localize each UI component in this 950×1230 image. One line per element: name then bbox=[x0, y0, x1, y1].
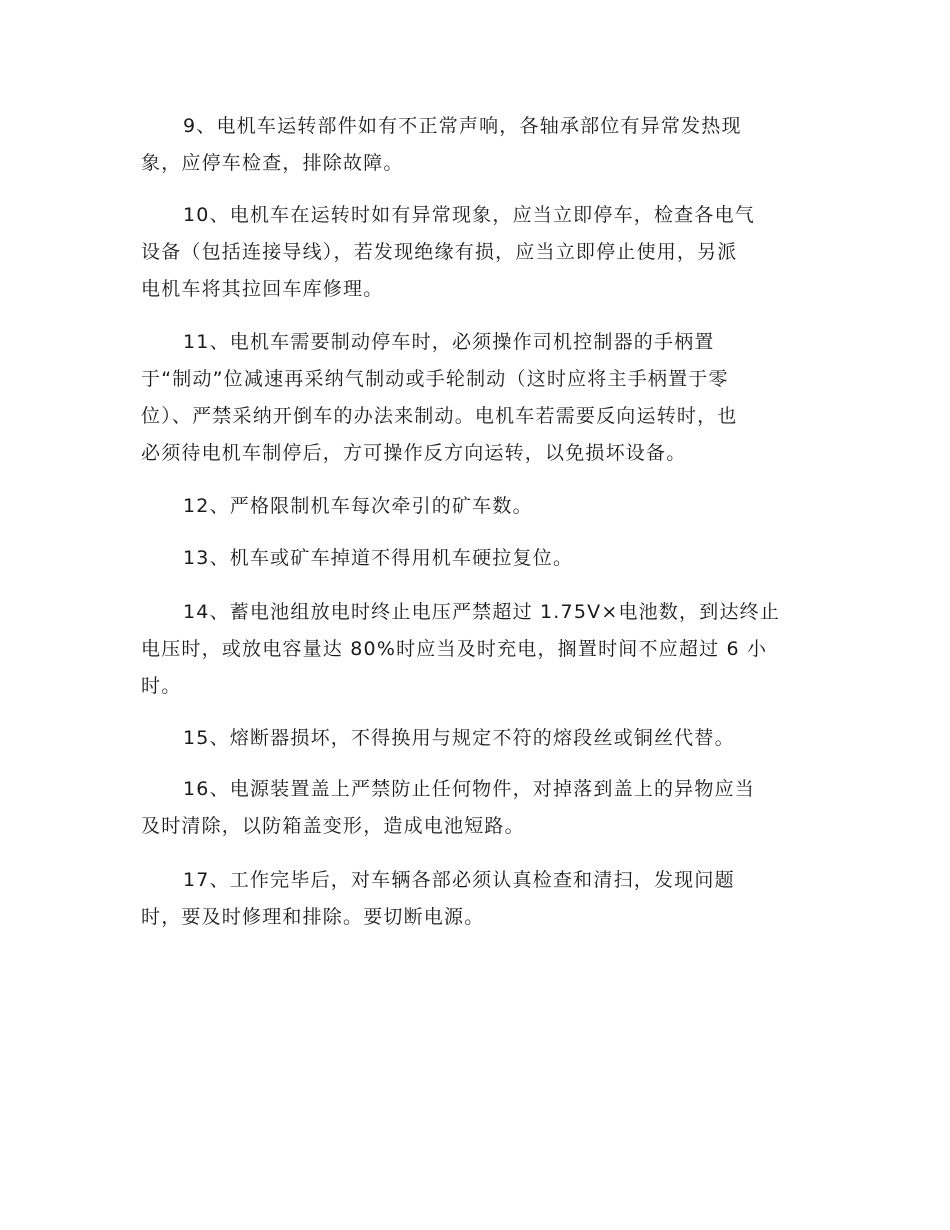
text-line: 12、严格限制机车每次牵引的矿车数。 bbox=[183, 495, 533, 517]
text-line: 17、工作完毕后，对车辆各部必须认真检查和清扫，发现问题 bbox=[183, 869, 735, 891]
paragraph-item-13 bbox=[141, 540, 811, 577]
text-line: 15、熔断器损坏，不得换用与规定不符的熔段丝或铜丝代替。 bbox=[183, 727, 735, 749]
text-line: 于“制动”位减速再采纳气制动或手轮制动（这时应将主手柄置于零 bbox=[141, 368, 729, 390]
paragraph-item-17 bbox=[141, 862, 811, 936]
paragraph-item-10 bbox=[141, 197, 811, 308]
text-line: 电机车将其拉回车库修理。 bbox=[141, 278, 384, 300]
text-line: 位）、严禁采纳开倒车的办法来制动。电机车若需要反向运转时，也 bbox=[141, 405, 738, 427]
paragraph-item-15 bbox=[141, 720, 811, 757]
text-line: 必须待电机车制停后，方可操作反方向运转，以免损坏设备。 bbox=[141, 442, 687, 464]
text-line: 9、电机车运转部件如有不正常声响，各轴承部位有异常发热现 bbox=[183, 115, 742, 137]
text-line: 电压时，或放电容量达 80%时应当及时充电，搁置时间不应超过 6 小 bbox=[141, 638, 768, 660]
text-line: 16、电源装置盖上严禁防止任何物件，对掉落到盖上的异物应当 bbox=[183, 778, 755, 800]
text-line: 时。 bbox=[141, 675, 182, 697]
paragraph-item-14 bbox=[141, 594, 811, 705]
text-line: 13、机车或矿车掉道不得用机车硬拉复位。 bbox=[183, 547, 574, 569]
text-line: 14、蓄电池组放电时终止电压严禁超过 1.75V×电池数，到达终止 bbox=[183, 601, 781, 623]
text-line: 11、电机车需要制动停车时，必须操作司机控制器的手柄置 bbox=[183, 331, 715, 353]
text-line: 时，要及时修理和排除。要切断电源。 bbox=[141, 906, 485, 928]
paragraph-item-9 bbox=[141, 108, 811, 182]
text-line: 设备（包括连接导线），若发现绝缘有损，应当立即停止使用，另派 bbox=[141, 241, 738, 263]
paragraph-item-12 bbox=[141, 488, 811, 525]
text-line: 象，应停车检查，排除故障。 bbox=[141, 152, 404, 174]
paragraph-item-16 bbox=[141, 771, 811, 845]
text-line: 及时清除，以防箱盖变形，造成电池短路。 bbox=[141, 815, 525, 837]
paragraph-item-11 bbox=[141, 324, 811, 472]
text-line: 10、电机车在运转时如有异常现象，应当立即停车，检查各电气 bbox=[183, 204, 755, 226]
